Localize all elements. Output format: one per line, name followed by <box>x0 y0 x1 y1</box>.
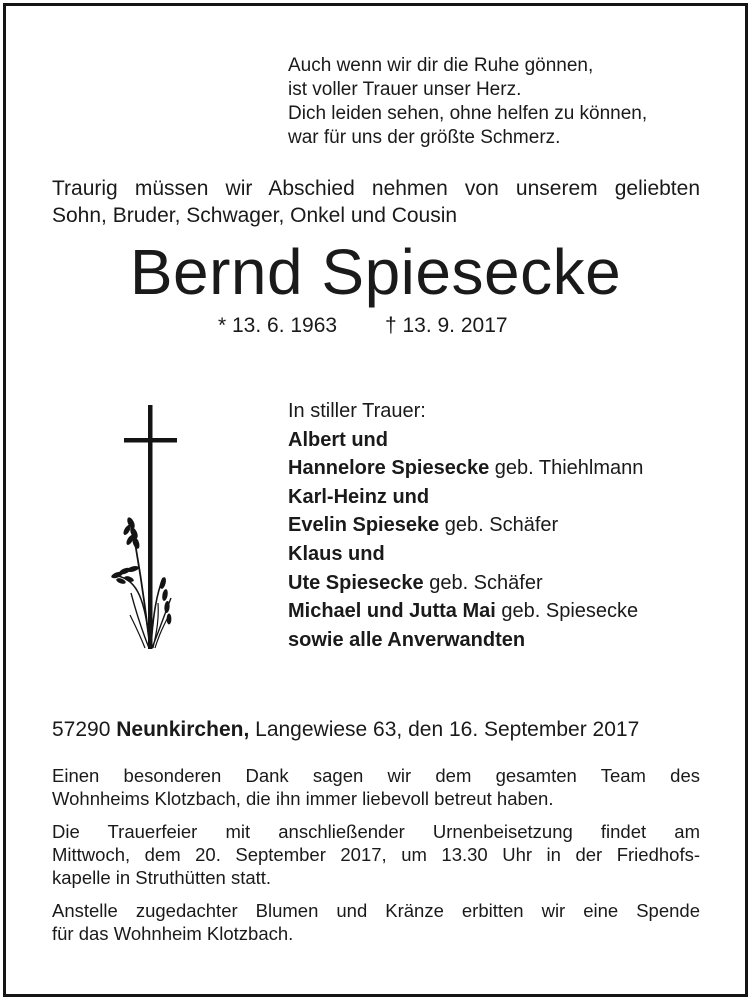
address-street-date: Langewiese 63, den 16. September 2017 <box>255 718 640 741</box>
thanks-paragraph <box>52 764 700 810</box>
paragraph-line: Mittwoch, dem 20. September 2017, um 13.30 Uhr in der Friedhofs- <box>52 844 700 865</box>
mourner-entry <box>288 540 643 569</box>
poem-line: ist voller Trauer unser Herz. <box>288 79 522 100</box>
intro-line: Sohn, Bruder, Schwager, Onkel und Cousin <box>52 204 458 227</box>
poem-line: Auch wenn wir dir die Ruhe gönnen, <box>288 55 594 76</box>
poem <box>288 54 647 150</box>
mourner-name: sowie alle Anverwandten <box>288 628 526 651</box>
intro-line: Traurig müssen wir Abschied nehmen von unserem geliebten <box>52 177 700 200</box>
mourner-entry <box>288 483 643 512</box>
address-city: Neunkirchen, <box>116 718 250 741</box>
mourner-maiden-name: geb. Spiesecke <box>501 600 639 623</box>
paragraph-line: Einen besonderen Dank sagen wir dem gesamten Team des <box>52 765 700 786</box>
mourner-entry <box>288 597 643 626</box>
cross-with-wheat-icon <box>105 403 185 653</box>
birth-date: * 13. 6. 1963 <box>218 314 338 337</box>
mourner-name: Karl-Heinz und <box>288 485 430 508</box>
mourner-maiden-name: geb. Schäfer <box>444 514 559 537</box>
mourners-heading: In stiller Trauer: <box>288 400 426 422</box>
mourner-name: Michael und Jutta Mai <box>288 600 496 623</box>
donation-paragraph <box>52 899 700 945</box>
death-date: † 13. 9. 2017 <box>384 314 508 337</box>
mourner-name: Albert und <box>288 428 388 451</box>
mourner-entry <box>288 426 643 455</box>
mourner-name: Ute Spiesecke <box>288 571 424 594</box>
poem-line: war für uns der größte Schmerz. <box>288 127 561 148</box>
mourner-entry <box>288 511 643 540</box>
intro-text <box>52 175 700 229</box>
mourner-maiden-name: geb. Thiehlmann <box>494 457 644 480</box>
mourner-name: Hannelore Spiesecke <box>288 457 490 480</box>
mourner-entry <box>288 626 643 655</box>
paragraph-line: für das Wohnheim Klotzbach. <box>52 923 294 944</box>
mourner-maiden-name: geb. Schäfer <box>429 571 543 594</box>
paragraph-line: Anstelle zugedachter Blumen und Kränze erbitten wir eine Spende <box>52 900 700 921</box>
mourner-entry <box>288 569 643 598</box>
funeral-paragraph <box>52 820 700 889</box>
life-dates <box>218 313 508 339</box>
paragraph-line: Die Trauerfeier mit anschließender Urnenbeisetzung findet am <box>52 821 700 842</box>
mourners-list <box>288 397 643 654</box>
paragraph-line: Wohnheims Klotzbach, die ihn immer liebevoll betreut haben. <box>52 788 554 809</box>
mourner-entry <box>288 454 643 483</box>
poem-line: Dich leiden sehen, ohne helfen zu können, <box>288 103 648 124</box>
address-zip: 57290 <box>52 718 111 741</box>
address-line <box>52 717 639 743</box>
deceased-name: Bernd Spiesecke <box>129 236 622 308</box>
paragraph-line: kapelle in Struthütten statt. <box>52 867 272 888</box>
mourner-name: Evelin Spieseke <box>288 514 440 537</box>
mourner-name: Klaus und <box>288 542 385 565</box>
